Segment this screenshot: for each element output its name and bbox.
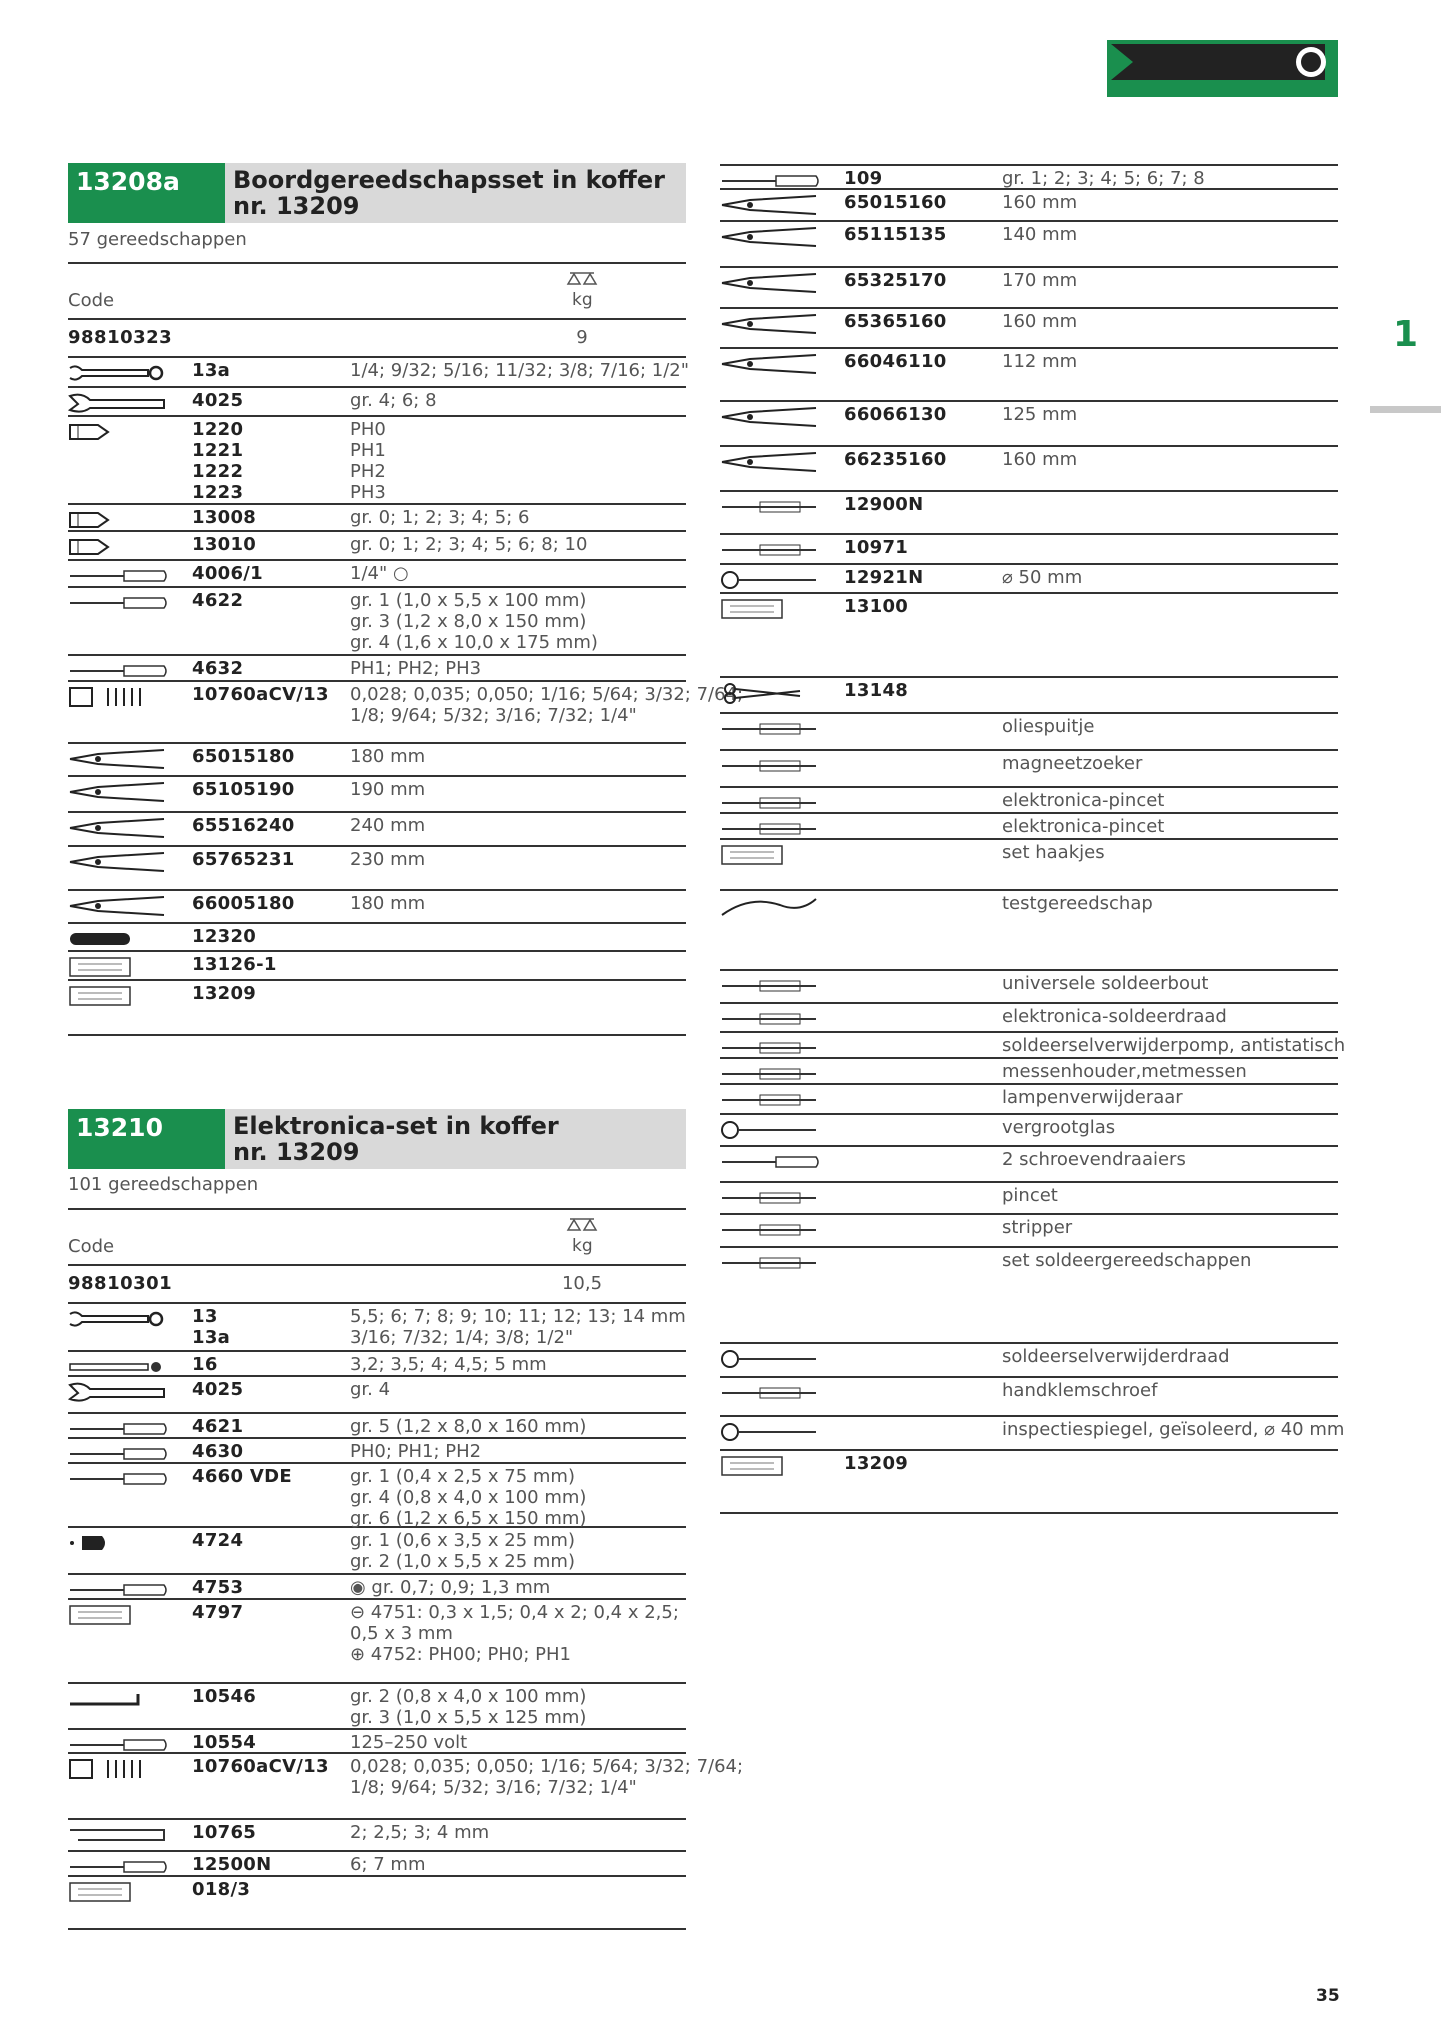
table-row [68, 744, 686, 777]
stahlwille-logo [1103, 40, 1338, 97]
code-label: Code [68, 1236, 115, 1257]
table-row [68, 1877, 686, 1930]
pliers-icon [720, 226, 820, 248]
soldering-iron-icon [720, 975, 820, 997]
stubby-screwdriver-icon [68, 1532, 168, 1554]
side-cutter-icon [720, 353, 820, 375]
magnet-pickup-icon [720, 755, 820, 777]
tool-code: 65365160 [844, 311, 947, 332]
table-row [68, 952, 686, 981]
table-row [720, 594, 1338, 678]
table-row [720, 349, 1338, 402]
kg-label: kg [572, 1236, 593, 1256]
tool-description: PH0; PH1; PH2 [350, 1441, 482, 1462]
tweezers-icon [720, 818, 820, 840]
bit-holder-icon [68, 536, 168, 558]
tool-description: gr. 4; 6; 8 [350, 390, 437, 411]
knife-holder-icon [720, 1063, 820, 1085]
hex-key-icon [68, 1824, 168, 1846]
tool-description: gr. 1 (1,0 x 5,5 x 100 mm) gr. 3 (1,2 x 8,0 x 150 mm) gr. 4 (1,6 x 10,0 x 175 mm) [350, 590, 598, 653]
table-row [720, 492, 1338, 535]
tool-description: 190 mm [350, 779, 426, 800]
hex-key-set-icon [68, 1758, 168, 1780]
tool-code: 4797 [192, 1602, 244, 1623]
table-row [720, 222, 1338, 268]
set-weight: 10,5 [561, 1273, 603, 1294]
table-row [68, 847, 686, 891]
case-icon [68, 985, 168, 1007]
table-row [68, 1439, 686, 1464]
table-row [720, 1417, 1345, 1451]
table-row [720, 535, 1338, 565]
set-code: 98810323 [68, 327, 173, 348]
tool-description: ⊖ 4751: 0,3 x 1,5; 0,4 x 2; 0,4 x 2,5; 0,5 x 3 mm ⊕ 4752: PH00; PH0; PH1 [350, 1602, 679, 1665]
tool-code: 13a [192, 360, 231, 381]
section-code: 13210 [68, 1109, 225, 1169]
tool-code: 12500N [192, 1854, 272, 1875]
section-title: Boordgereedschapsset in koffer nr. 13209 [233, 166, 665, 220]
table-row [68, 1575, 686, 1600]
tool-description: ◉ gr. 0,7; 0,9; 1,3 mm [350, 1577, 551, 1598]
table-row [720, 1115, 1338, 1147]
set-weight: 9 [576, 327, 588, 348]
solder-tools-icon [720, 1252, 820, 1274]
table-row [720, 1004, 1338, 1033]
screwdriver-set-icon [68, 1604, 168, 1626]
table-row [68, 656, 686, 682]
tool-code: 10760aCV/13 [192, 684, 329, 705]
tool-description: vergrootglas [1002, 1117, 1116, 1138]
tool-description: PH1; PH2; PH3 [350, 658, 482, 679]
table-row [720, 1033, 1346, 1059]
tool-description: elektronica-soldeerdraad [1002, 1006, 1227, 1027]
tool-code: 4025 [192, 1379, 244, 1400]
solder-wire-icon [720, 1008, 820, 1030]
tool-code: 10760aCV/13 [192, 1756, 329, 1777]
screwdriver-icon [68, 1443, 168, 1465]
tool-code: 10546 [192, 1686, 257, 1707]
table-row [68, 1754, 744, 1820]
table-row [720, 1059, 1338, 1085]
table-row [68, 505, 686, 532]
table-row [720, 840, 1338, 891]
tool-description: 170 mm [1002, 270, 1078, 291]
table-row [720, 751, 1338, 788]
tool-code: 4622 [192, 590, 244, 611]
oil-can-icon [720, 718, 820, 740]
table-row [68, 1352, 686, 1377]
table-row [720, 402, 1338, 447]
scissors-icon [720, 682, 820, 704]
table-row [68, 1852, 686, 1877]
tool-description: ⌀ 50 mm [1002, 567, 1083, 588]
tool-code: 4006/1 [192, 563, 263, 584]
scale-icon [566, 1216, 598, 1234]
screwdriver-icon [720, 170, 820, 192]
tool-description: set soldeergereedschappen [1002, 1250, 1252, 1271]
desolder-pump-icon [720, 1037, 820, 1059]
hook-set-icon [720, 844, 820, 866]
angled-screwdriver-icon [68, 1688, 168, 1710]
table-row [68, 1377, 686, 1414]
table-row [68, 417, 686, 505]
table-row [720, 1451, 1338, 1514]
tool-code: 4630 [192, 1441, 244, 1462]
divider [68, 318, 686, 320]
tool-description: gr. 1 (0,6 x 3,5 x 25 mm) gr. 2 (1,0 x 5,5 x 25 mm) [350, 1530, 575, 1572]
table-row [720, 565, 1338, 594]
voltage-tester-icon [68, 1734, 168, 1756]
combination-wrench-icon [68, 1308, 168, 1330]
chapter-number: 1 [1393, 314, 1419, 355]
tool-description: gr. 2 (0,8 x 4,0 x 100 mm) gr. 3 (1,0 x 5,5 x 125 mm) [350, 1686, 587, 1728]
mirror-icon [720, 569, 820, 591]
combination-wrench-icon [68, 362, 168, 384]
tool-description: universele soldeerbout [1002, 973, 1209, 994]
side-cutter-icon [720, 406, 820, 428]
table-row [720, 891, 1338, 971]
table-row [720, 814, 1338, 840]
nut-driver-icon [68, 1856, 168, 1878]
tool-code: 13209 [844, 1453, 909, 1474]
table-row [68, 1464, 686, 1528]
knife-icon [68, 928, 168, 950]
tool-code: 65516240 [192, 815, 295, 836]
long-nose-pliers-icon [720, 313, 820, 335]
adjustable-wrench-icon [68, 392, 168, 414]
section-header-13210 [68, 1109, 686, 1169]
tool-description: gr. 0; 1; 2; 3; 4; 5; 6 [350, 507, 530, 528]
code-label: Code [68, 290, 115, 311]
tool-description: 230 mm [350, 849, 426, 870]
tool-code: 4724 [192, 1530, 244, 1551]
test-leads-icon [720, 895, 820, 917]
table-row [68, 1820, 686, 1852]
tool-description: 6; 7 mm [350, 1854, 426, 1875]
tool-code: 12320 [192, 926, 257, 947]
bit-holder-icon [68, 509, 168, 531]
tool-code: 13100 [844, 596, 909, 617]
tool-code: 13148 [844, 680, 909, 701]
lamp-remover-icon [720, 1089, 820, 1111]
table-row [720, 1147, 1338, 1183]
table-row [720, 1183, 1338, 1215]
tool-description: lampenverwijderaar [1002, 1087, 1183, 1108]
tool-code: 13209 [192, 983, 257, 1004]
table-row [68, 1730, 686, 1754]
desolder-wick-icon [720, 1348, 820, 1370]
screwdriver-icon [68, 1579, 168, 1601]
table-row [68, 1414, 686, 1439]
table-row [68, 588, 686, 656]
tool-code: 12900N [844, 494, 924, 515]
table-row [720, 1248, 1338, 1344]
tool-code: 4632 [192, 658, 244, 679]
tool-description: 180 mm [350, 746, 426, 767]
pouch-icon [68, 956, 168, 978]
tool-code: 65015180 [192, 746, 295, 767]
logo-shape [1103, 40, 1338, 97]
pliers-icon [68, 781, 168, 803]
tool-description: messenhouder,metmessen [1002, 1061, 1247, 1082]
tool-code: 10554 [192, 1732, 257, 1753]
pliers-icon [68, 748, 168, 770]
table-row [720, 447, 1338, 492]
table-row [68, 358, 690, 388]
tool-description: 2; 2,5; 3; 4 mm [350, 1822, 490, 1843]
tweezers-icon [720, 792, 820, 814]
tool-count: 57 gereedschappen [68, 229, 247, 250]
screwdriver-icon [720, 1151, 820, 1173]
table-row [68, 1684, 686, 1730]
tool-description: 240 mm [350, 815, 426, 836]
tool-description: 0,028; 0,035; 0,050; 1/16; 5/64; 3/32; 7/64; 1/8; 9/64; 5/32; 3/16; 7/32; 1/4" [350, 684, 744, 726]
tool-description: pincet [1002, 1185, 1058, 1206]
water-pump-pliers-icon [68, 851, 168, 873]
table-row [720, 714, 1338, 751]
pliers-icon [720, 194, 820, 216]
adjustable-wrench-icon [68, 1381, 168, 1403]
table-row [720, 166, 1338, 190]
page-number: 35 [1316, 1986, 1340, 2006]
tool-description: 0,028; 0,035; 0,050; 1/16; 5/64; 3/32; 7/64; 1/8; 9/64; 5/32; 3/16; 7/32; 1/4" [350, 1756, 744, 1798]
table-row [720, 1378, 1338, 1417]
tool-description: stripper [1002, 1217, 1073, 1238]
pouch-icon [68, 1881, 168, 1903]
screwdriver-icon [68, 592, 168, 614]
section-title: Elektronica-set in koffer nr. 13209 [233, 1112, 559, 1166]
tool-description: magneetzoeker [1002, 753, 1143, 774]
table-row [720, 1215, 1338, 1248]
table-row [68, 981, 686, 1036]
tool-description: 180 mm [350, 893, 426, 914]
tool-description: soldeerselverwijderpomp, antistatisch [1002, 1035, 1346, 1056]
tool-description: gr. 0; 1; 2; 3; 4; 5; 6; 8; 10 [350, 534, 588, 555]
table-row [68, 777, 686, 813]
stripper-icon [720, 1219, 820, 1241]
tool-code: 65015160 [844, 192, 947, 213]
tool-description: soldeerselverwijderdraad [1002, 1346, 1230, 1367]
tool-description: 140 mm [1002, 224, 1078, 245]
tool-code: 13010 [192, 534, 257, 555]
screwdriver-icon [68, 1468, 168, 1490]
table-row [720, 190, 1338, 222]
screwdriver-icon [68, 565, 168, 587]
tool-count: 101 gereedschappen [68, 1174, 259, 1195]
tool-description: handklemschroef [1002, 1380, 1158, 1401]
tool-code: 1220 1221 1222 1223 [192, 419, 244, 503]
tool-code: 4753 [192, 1577, 244, 1598]
tool-description: testgereedschap [1002, 893, 1153, 914]
tool-description: PH0 PH1 PH2 PH3 [350, 419, 386, 503]
table-row [720, 268, 1338, 309]
tool-description: gr. 1 (0,4 x 2,5 x 75 mm) gr. 4 (0,8 x 4,0 x 100 mm) gr. 6 (1,2 x 6,5 x 150 mm) [350, 1466, 587, 1529]
divider [68, 1208, 686, 1210]
tool-description: 125–250 volt [350, 1732, 468, 1753]
section-header-13208a [68, 163, 686, 223]
screwdriver-icon [68, 660, 168, 682]
file-set-icon [720, 598, 820, 620]
tool-code: 65765231 [192, 849, 295, 870]
tool-code: 66235160 [844, 449, 947, 470]
tool-description: 2 schroevendraaiers [1002, 1149, 1186, 1170]
tool-code: 16 [192, 1354, 218, 1375]
wrench-icon [68, 1356, 168, 1378]
hand-vise-icon [720, 1382, 820, 1404]
tool-description: 112 mm [1002, 351, 1078, 372]
tool-code: 65105190 [192, 779, 295, 800]
table-row [720, 788, 1338, 814]
kg-label: kg [572, 290, 593, 310]
magnifier-icon [720, 1119, 820, 1141]
pliers-icon [68, 895, 168, 917]
tool-description: 1/4" ○ [350, 563, 409, 584]
tool-description: 125 mm [1002, 404, 1078, 425]
tool-description: elektronica-pincet [1002, 790, 1165, 811]
table-row [68, 561, 686, 588]
caliper-icon [720, 496, 820, 518]
tool-code: 018/3 [192, 1879, 251, 1900]
table-row [68, 1528, 686, 1575]
tool-description: 160 mm [1002, 192, 1078, 213]
tool-code: 13126-1 [192, 954, 277, 975]
table-row [720, 1344, 1338, 1378]
section-code: 13208a [68, 163, 225, 223]
table-row [68, 1600, 686, 1684]
table-row [68, 532, 686, 561]
tweezers-icon [720, 1187, 820, 1209]
table-row [720, 1085, 1338, 1115]
tool-code: 65325170 [844, 270, 947, 291]
tool-code: 12921N [844, 567, 924, 588]
case-icon [720, 1455, 820, 1477]
tool-code: 4660 VDE [192, 1466, 292, 1487]
tool-code: 10971 [844, 537, 909, 558]
feeler-icon [720, 539, 820, 561]
tool-code: 66066130 [844, 404, 947, 425]
tool-description: oliespuitje [1002, 716, 1095, 737]
mirror-icon [720, 1421, 820, 1443]
tool-description: inspectiespiegel, geïsoleerd, ⌀ 40 mm [1002, 1419, 1345, 1440]
hex-key-set-icon [68, 686, 168, 708]
table-row [68, 682, 744, 744]
set-code: 98810301 [68, 1273, 173, 1294]
tool-code: 4025 [192, 390, 244, 411]
tool-description: gr. 4 [350, 1379, 391, 1400]
tool-description: 3,2; 3,5; 4; 4,5; 5 mm [350, 1354, 547, 1375]
tool-code: 65115135 [844, 224, 947, 245]
tool-description: set haakjes [1002, 842, 1105, 863]
tool-description: 160 mm [1002, 311, 1078, 332]
tool-code: 13008 [192, 507, 257, 528]
divider [68, 262, 686, 264]
bit-icon [68, 421, 168, 443]
tool-code: 13 13a [192, 1306, 231, 1348]
table-row [68, 1304, 686, 1352]
long-nose-pliers-icon [720, 272, 820, 294]
tool-code: 109 [844, 168, 883, 189]
chapter-tab-bar [1370, 406, 1441, 413]
tool-code: 66046110 [844, 351, 947, 372]
tool-description: gr. 5 (1,2 x 8,0 x 160 mm) [350, 1416, 587, 1437]
water-pump-pliers-icon [68, 817, 168, 839]
table-row [68, 388, 686, 417]
stripping-pliers-icon [720, 451, 820, 473]
screwdriver-icon [68, 1418, 168, 1440]
tool-description: 1/4; 9/32; 5/16; 11/32; 3/8; 7/16; 1/2" [350, 360, 690, 381]
table-row [68, 891, 686, 924]
table-row [720, 678, 1338, 714]
scale-icon [566, 270, 598, 288]
table-row [68, 924, 686, 952]
divider [68, 1264, 686, 1266]
tool-description: 5,5; 6; 7; 8; 9; 10; 11; 12; 13; 14 mm 3/16; 7/32; 1/4; 3/8; 1/2" [350, 1306, 686, 1348]
tool-description: elektronica-pincet [1002, 816, 1165, 837]
table-row [68, 813, 686, 847]
tool-description: gr. 1; 2; 3; 4; 5; 6; 7; 8 [1002, 168, 1205, 189]
tool-code: 4621 [192, 1416, 244, 1437]
table-row [720, 971, 1338, 1004]
tool-description: 160 mm [1002, 449, 1078, 470]
table-row [720, 309, 1338, 349]
tool-code: 10765 [192, 1822, 257, 1843]
tool-code: 66005180 [192, 893, 295, 914]
